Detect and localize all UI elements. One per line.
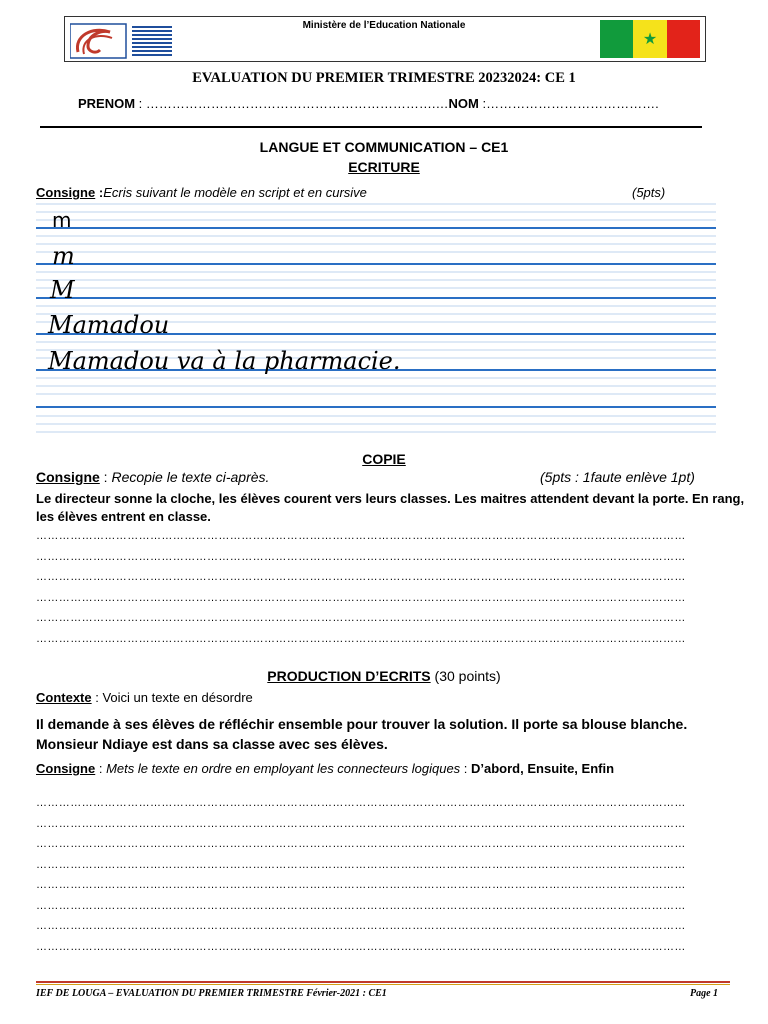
- dotted-line[interactable]: ………………………………………………………………………………………………………………………………………………………: [36, 632, 686, 645]
- copie-consigne: Consigne : Recopie le texte ci-après.: [36, 469, 270, 485]
- consigne-label: Consigne: [36, 185, 96, 200]
- prenom-field[interactable]: : ………………………………………………………….…: [135, 96, 449, 111]
- production-consigne: Consigne : Mets le texte en ordre en employant les connecteurs logiques : D’abord, Ensuite, Enfin: [36, 761, 615, 776]
- copie-text: Le directeur sonne la cloche, les élèves courent vers leurs classes. Les maitres attendent devant la porte. En rang, les élèves entrent en classe.: [36, 491, 745, 524]
- dotted-line[interactable]: ………………………………………………………………………………………………………………………………………………………: [36, 571, 686, 583]
- production-heading: PRODUCTION D’ECRITS: [267, 668, 431, 684]
- contexte-row: Contexte : Voici un texte en désordre: [36, 690, 253, 705]
- dotted-line[interactable]: ………………………………………………………………………………………………………………………………………………………: [36, 899, 686, 912]
- ministry-name: Ministère de l’Education Nationale: [302, 20, 466, 31]
- contexte-label: Contexte: [36, 690, 92, 705]
- consigne-text: Mets le texte en ordre en employant les connecteurs logiques: [106, 761, 461, 776]
- star-icon: ★: [642, 31, 658, 48]
- dotted-line[interactable]: ………………………………………………………………………………………………………………………………………………………: [36, 940, 686, 953]
- dotted-line[interactable]: ………………………………………………………………………………………………………………………………………………………: [36, 612, 686, 624]
- copie-writing-area[interactable]: [36, 526, 730, 649]
- consigne-text: Recopie le texte ci-après.: [111, 469, 270, 485]
- page-number: Page 1: [690, 988, 719, 999]
- consigne-text: Ecris suivant le modèle en script et en cursive: [103, 185, 367, 200]
- prenom-label: PRENOM: [78, 96, 136, 111]
- model-script-m: m: [52, 208, 72, 232]
- dotted-line[interactable]: ………………………………………………………………………………………………………………………………………………………: [36, 530, 686, 542]
- evaluation-title: EVALUATION DU PREMIER TRIMESTRE 20232024: CE 1: [192, 70, 576, 86]
- dotted-line[interactable]: ………………………………………………………………………………………………………………………………………………………: [36, 550, 686, 563]
- contexte-text: Voici un texte en désordre: [102, 690, 253, 705]
- dotted-line[interactable]: ………………………………………………………………………………………………………………………………………………………: [36, 817, 686, 830]
- dotted-line[interactable]: ………………………………………………………………………………………………………………………………………………………: [36, 591, 686, 604]
- model-sentence: Mamadou va à la pharmacie.: [48, 347, 401, 375]
- dotted-line[interactable]: ………………………………………………………………………………………………………………………………………………………: [36, 879, 686, 891]
- dotted-line[interactable]: ………………………………………………………………………………………………………………………………………………………: [36, 858, 686, 871]
- production-text: Il demande à ses élèves de réfléchir ensemble pour trouver la solution. Il porte sa blouse blanche. Monsieur Ndiaye est dans sa classe avec ses élèves.: [36, 716, 688, 752]
- copie-points: (5pts : 1faute enlève 1pt): [540, 469, 695, 485]
- production-writing-area[interactable]: [36, 793, 730, 957]
- dotted-line[interactable]: ………………………………………………………………………………………………………………………………………………………: [36, 838, 686, 850]
- header-divider: [40, 126, 702, 128]
- ecriture-points: (5pts): [632, 185, 666, 200]
- copie-heading: COPIE: [362, 451, 406, 467]
- footer-text: IEF DE LOUGA – EVALUATION DU PREMIER TRIMESTRE Février-2021 : CE1: [36, 988, 387, 999]
- footer-divider-accent: [36, 984, 730, 985]
- nom-label: NOM: [448, 96, 479, 111]
- subject-title: LANGUE ET COMMUNICATION – CE1: [259, 139, 509, 155]
- footer-divider: [36, 981, 730, 983]
- model-cursive-m: m: [52, 242, 75, 270]
- connectors: D’abord, Ensuite, Enfin: [471, 761, 615, 776]
- ecriture-heading: ECRITURE: [348, 159, 420, 175]
- consigne-label: Consigne: [36, 469, 100, 485]
- name-line: [78, 96, 659, 111]
- model-mamadou: Mamadou: [48, 311, 170, 339]
- dotted-line[interactable]: ………………………………………………………………………………………………………………………………………………………: [36, 920, 686, 932]
- dotted-line[interactable]: ………………………………………………………………………………………………………………………………………………………: [36, 797, 686, 809]
- production-heading-row: [0, 668, 768, 684]
- production-points: (30 points): [434, 668, 501, 684]
- consigne-label: Consigne: [36, 761, 96, 776]
- model-cursive-M: M: [50, 276, 75, 304]
- ecriture-consigne: Consigne :Ecris suivant le modèle en script et en cursive: [36, 185, 367, 200]
- senegal-flag: [600, 20, 700, 58]
- ministry-logo: [70, 22, 174, 60]
- nom-field[interactable]: :………………………………….: [478, 96, 659, 111]
